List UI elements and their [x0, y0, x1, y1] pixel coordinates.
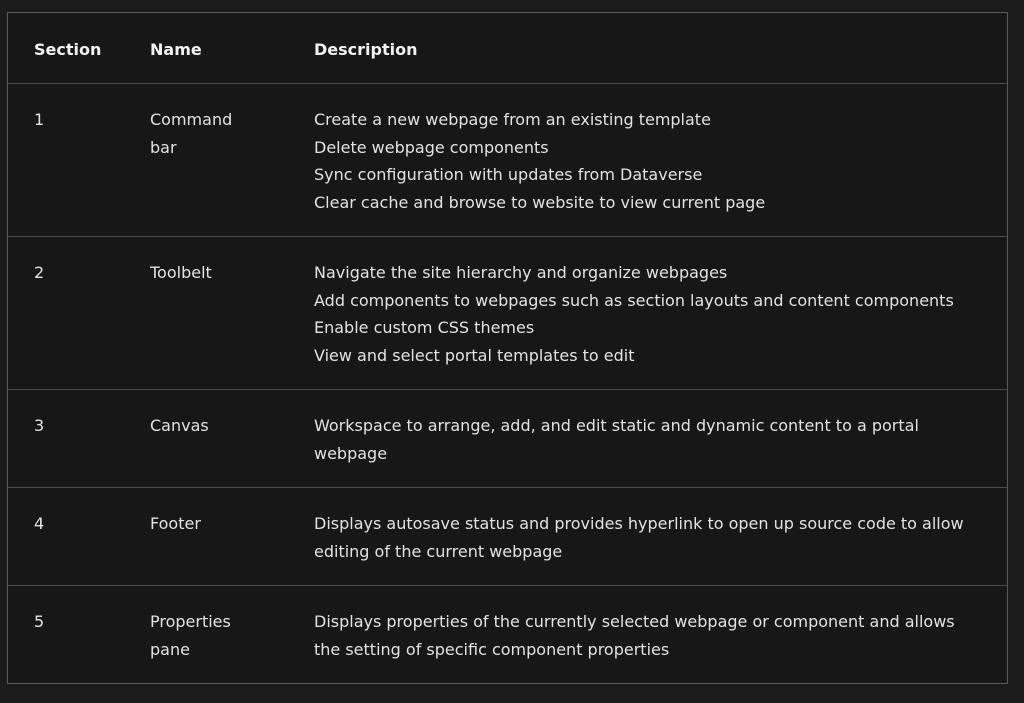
name-line: Footer: [150, 514, 201, 533]
table-row: [8, 488, 1007, 586]
name-line: Properties: [150, 612, 231, 631]
description-line: View and select portal templates to edit: [314, 345, 635, 365]
table-row: [8, 237, 1007, 390]
description-line: Displays autosave status and provides hyperlink to open up source code to allow: [314, 514, 964, 533]
table-row: [8, 390, 1007, 488]
section-name: [150, 106, 290, 161]
section-name: [150, 412, 290, 440]
description-line: Navigate the site hierarchy and organize webpages: [314, 263, 728, 282]
description-line: the setting of specific component properties: [314, 639, 670, 659]
description-line: Delete webpage components: [314, 137, 549, 157]
table-row: [8, 84, 1007, 237]
description-line: Sync configuration with updates from Dataverse: [314, 165, 703, 184]
section-description: [314, 510, 984, 565]
name-line: pane: [150, 639, 190, 659]
table-row: [8, 586, 1007, 683]
header-description: Description: [314, 40, 418, 59]
section-description: [314, 106, 984, 216]
section-number: 3: [34, 416, 45, 435]
section-description: [314, 412, 984, 467]
description-line: webpage: [314, 443, 388, 463]
description-line: Enable custom CSS themes: [314, 318, 535, 337]
description-line: editing of the current webpage: [314, 541, 563, 561]
sections-table: [7, 12, 1008, 684]
section-name: [150, 259, 290, 287]
description-line: Add components to webpages such as section layouts and content components: [314, 290, 954, 310]
name-line: Toolbelt: [150, 263, 212, 282]
header-section: Section: [34, 40, 102, 59]
description-line: Displays properties of the currently selected webpage or component and allows: [314, 612, 955, 631]
section-number: 2: [34, 263, 45, 282]
header-name: Name: [150, 40, 202, 59]
description-line: Workspace to arrange, add, and edit static and dynamic content to a portal: [314, 416, 919, 435]
section-number: 4: [34, 514, 45, 533]
table-header-row: [8, 13, 1007, 84]
name-line: Canvas: [150, 416, 209, 435]
section-name: [150, 510, 290, 538]
section-number: 5: [34, 612, 45, 631]
name-line: bar: [150, 137, 177, 157]
section-name: [150, 608, 290, 663]
section-description: [314, 259, 984, 369]
section-description: [314, 608, 984, 663]
description-line: Create a new webpage from an existing template: [314, 110, 711, 129]
section-number: 1: [34, 110, 45, 129]
description-line: Clear cache and browse to website to view current page: [314, 192, 766, 212]
name-line: Command: [150, 110, 233, 129]
